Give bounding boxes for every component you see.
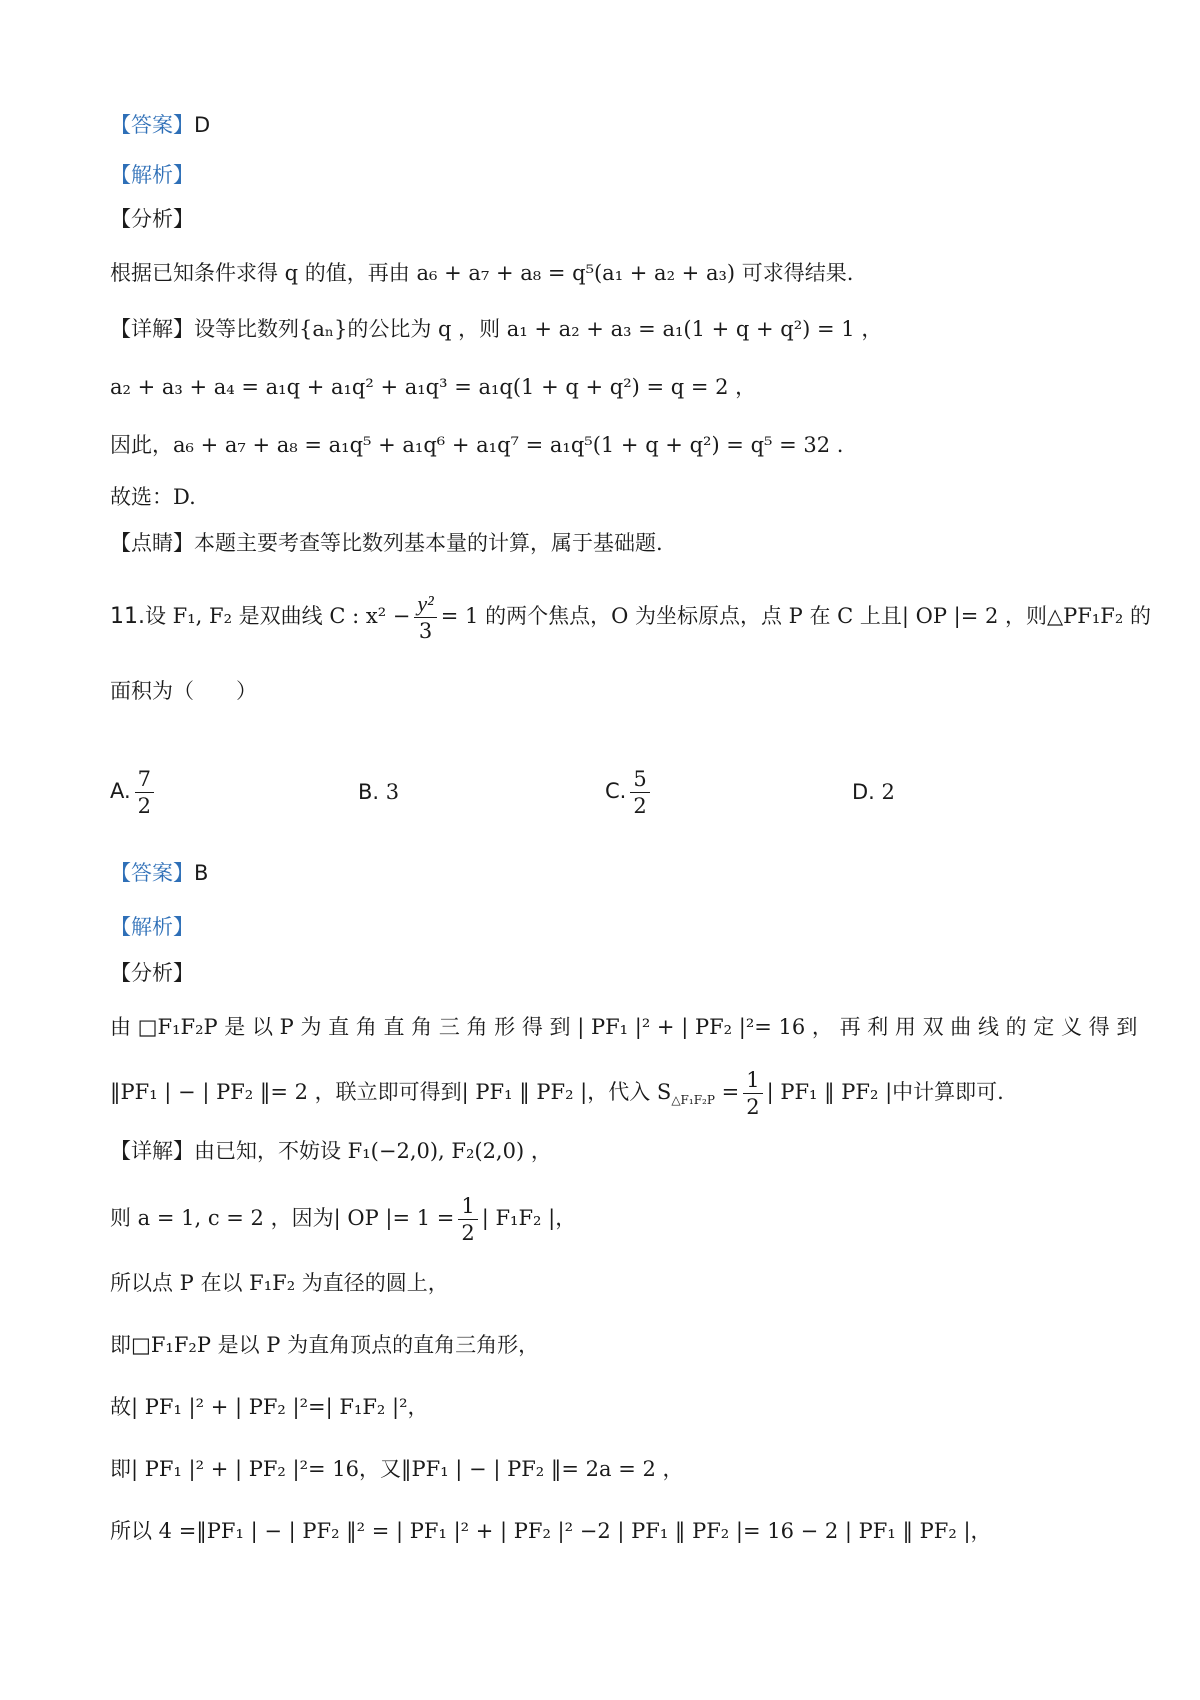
prev-choice: 故选：D. bbox=[110, 485, 196, 509]
detail-frac-num: 1 bbox=[458, 1193, 477, 1220]
fenxi-line2-c: | PF₁ ‖ PF₂ |中计算即可. bbox=[766, 1080, 1004, 1104]
detail-frac-den: 2 bbox=[461, 1221, 475, 1245]
option-c-num: 5 bbox=[630, 766, 649, 793]
option-b-text: 3 bbox=[385, 780, 400, 804]
prev-dianjing-text: 本题主要考查等比数列基本量的计算，属于基础题. bbox=[194, 531, 663, 555]
prev-analysis-tag: 【解析】 bbox=[110, 163, 194, 187]
fenxi-frac-num: 1 bbox=[743, 1067, 762, 1094]
prev-analysis-line bbox=[110, 160, 194, 190]
prev-detail-line1 bbox=[110, 314, 882, 344]
q11-option-a[interactable] bbox=[110, 766, 158, 819]
option-d-text: 2 bbox=[881, 780, 895, 804]
q11-stem-part1: 设 F₁, F₂ 是双曲线 C : x² − bbox=[145, 604, 411, 628]
prev-detail-tag: 【详解】 bbox=[110, 317, 194, 341]
detail-line7: 所以 4 =‖PF₁ | − | PF₂ ‖² = | PF₁ |² + | PF₂ |² −2 | PF₁ ‖ PF₂ |= 16 − 2 | PF₁ ‖ PF₂ |， bbox=[110, 1519, 992, 1543]
option-c-fraction bbox=[630, 766, 649, 819]
answer-line bbox=[110, 858, 208, 888]
detail-tag: 【详解】 bbox=[110, 1139, 194, 1163]
prev-fenxi-tag: 【分析】 bbox=[110, 207, 194, 231]
fenxi-frac-den: 2 bbox=[746, 1095, 760, 1119]
detail-line2-a: 则 a = 1, c = 2 ，因为| OP |= 1 = bbox=[110, 1206, 455, 1230]
q11-fraction bbox=[414, 591, 436, 644]
detail-line5: 故| PF₁ |² + | PF₂ |²=| F₁F₂ |²， bbox=[110, 1395, 429, 1419]
fenxi-line bbox=[110, 958, 194, 988]
analysis-tag: 【解析】 bbox=[110, 915, 194, 939]
q11-option-c[interactable] bbox=[605, 766, 654, 819]
option-a-den: 2 bbox=[137, 794, 152, 818]
q11-option-b[interactable] bbox=[358, 780, 399, 804]
option-c-den: 2 bbox=[633, 794, 647, 818]
answer-value: B bbox=[194, 861, 209, 885]
option-a-num: 7 bbox=[135, 766, 154, 793]
q11-stem-line1 bbox=[110, 588, 1151, 645]
prev-dianjing-line bbox=[110, 528, 663, 558]
prev-answer-value: D bbox=[194, 113, 211, 137]
answer-tag: 【答案】 bbox=[110, 861, 194, 885]
q11-frac-den: 3 bbox=[418, 619, 433, 643]
detail-line4: 即□F₁F₂P 是以 P 为直角顶点的直角三角形， bbox=[110, 1333, 540, 1357]
prev-detail-line3: 因此，a₆ + a₇ + a₈ = a₁q⁵ + a₁q⁶ + a₁q⁷ = a₁q⁵(1 + q + q²) = q⁵ = 32 . bbox=[110, 433, 844, 457]
q11-frac-num: y² bbox=[414, 591, 436, 618]
option-a-letter: A. bbox=[110, 779, 131, 803]
prev-fenxi-line bbox=[110, 204, 194, 234]
analysis-line bbox=[110, 912, 194, 942]
prev-detail-line2: a₂ + a₃ + a₄ = a₁q + a₁q² + a₁q³ = a₁q(1 + q + q²) = q = 2 ， bbox=[110, 375, 757, 399]
detail-line6: 即| PF₁ |² + | PF₂ |²= 16，又‖PF₁ | − | PF₂ ‖= 2a = 2 ， bbox=[110, 1457, 684, 1481]
detail-text1: 由已知，不妨设 F₁(−2,0), F₂(2,0) ， bbox=[194, 1139, 552, 1163]
detail-line2 bbox=[110, 1190, 576, 1246]
q11-stem-line2: 面积为（ ） bbox=[110, 679, 257, 703]
q11-stem-part2: = 1 的两个焦点，O 为坐标原点，点 P 在 C 上且| OP |= 2 ，则△PF₁F₂ 的 bbox=[440, 604, 1151, 628]
q11-number: 11. bbox=[110, 604, 145, 629]
fenxi-fraction bbox=[743, 1067, 762, 1120]
fenxi-tag: 【分析】 bbox=[110, 961, 194, 985]
option-c-letter: C. bbox=[605, 779, 627, 803]
detail-line2-b: | F₁F₂ |， bbox=[481, 1206, 577, 1230]
detail-line3: 所以点 P 在以 F₁F₂ 为直径的圆上， bbox=[110, 1271, 449, 1295]
q11-option-d[interactable] bbox=[852, 780, 895, 804]
fenxi-line2-a: ‖PF₁ | − | PF₂ ‖= 2 ，联立即可得到| PF₁ ‖ PF₂ |，代入 S bbox=[110, 1080, 672, 1104]
option-a-fraction bbox=[135, 766, 154, 819]
detail-fraction bbox=[458, 1193, 477, 1246]
fenxi-line2-sub: △F₁F₂P bbox=[671, 1093, 715, 1108]
fenxi-line1: 由 □F₁F₂P 是 以 P 为 直 角 直 角 三 角 形 得 到 | PF₁ |² + | PF₂ |²= 16 ， 再 利 用 双 曲 线 的 定 义 得 到 bbox=[110, 1015, 1138, 1039]
option-d-letter: D. bbox=[852, 780, 875, 804]
fenxi-line2-b: = bbox=[714, 1080, 740, 1104]
prev-fenxi-text: 根据已知条件求得 q 的值，再由 a₆ + a₇ + a₈ = q⁵(a₁ + a₂ + a₃) 可求得结果. bbox=[110, 261, 854, 285]
detail-line1 bbox=[110, 1136, 552, 1166]
prev-dianjing-tag: 【点睛】 bbox=[110, 531, 194, 555]
fenxi-line2 bbox=[110, 1064, 1004, 1128]
prev-answer-line bbox=[110, 110, 210, 140]
prev-detail-text1: 设等比数列{aₙ}的公比为 q ，则 a₁ + a₂ + a₃ = a₁(1 + q + q²) = 1 ， bbox=[194, 317, 883, 341]
option-b-letter: B. bbox=[358, 780, 380, 804]
prev-answer-tag: 【答案】 bbox=[110, 113, 194, 137]
